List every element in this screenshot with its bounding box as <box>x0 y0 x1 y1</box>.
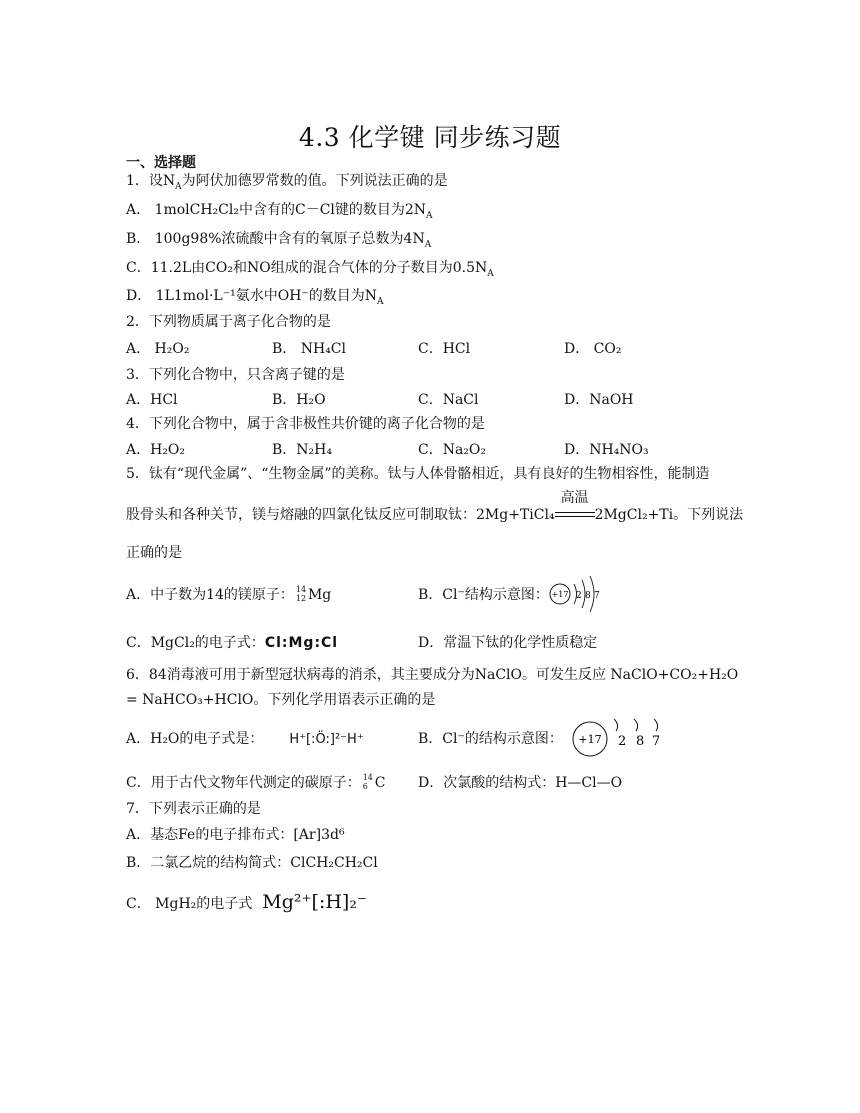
q1-stem: 1．设$N_A$为阿伏加德罗常数的值。下列说法正确的是 <box>126 173 448 192</box>
shell-1-count: 2 <box>618 734 627 749</box>
q7-stem: 7．下列表示正确的是 <box>126 801 261 817</box>
q4-option-a: A．H₂O₂ <box>126 442 186 458</box>
q3-option-c: C．NaCl <box>418 392 479 408</box>
q2-option-a: A． H₂O₂ <box>126 341 190 357</box>
shell-3-count: 7 <box>652 734 661 749</box>
electron-formula-mgcl2: Cl:Mg:Cl <box>264 635 339 651</box>
q1-option-d: D． 1L1mol·L⁻¹氨水中OH⁻的数目为$N_A$ <box>126 288 384 307</box>
isotope-notation: 14 6 <box>362 773 373 791</box>
q6-stem-line1: 6．84消毒液可用于新型冠状病毒的消杀，其主要成分为NaClO。可发生反应 NaClO+CO₂+H₂O <box>126 667 739 683</box>
q6-option-a: A．H₂O的电子式是： H⁺[:Ö:]²⁻H⁺ <box>126 731 364 747</box>
shell-3-count: 7 <box>594 591 600 601</box>
cl-ion-structure-diagram-large <box>570 715 662 763</box>
q7-option-c: C． MgH₂的电子式 Mg²⁺[:H]₂⁻ <box>126 891 367 913</box>
q5-option-a: A．中子数为14的镁原子： 14 12 Mg <box>126 585 332 603</box>
q7-option-a: A．基态Fe的电子排布式：[Ar]3d⁶ <box>126 827 345 843</box>
electron-formula-mgh2: Mg²⁺[:H]₂⁻ <box>262 891 367 913</box>
q1-option-a: A． 1molCH₂Cl₂中含有的C－Cl键的数目为$2N_A$ <box>126 202 433 221</box>
q3-stem: 3．下列化合物中，只含离子键的是 <box>126 367 345 383</box>
q1-option-b: B． 100g98%浓硫酸中含有的氧原子总数为$4N_A$ <box>126 231 432 250</box>
q5-stem-line3: 正确的是 <box>126 545 182 561</box>
q4-option-d: D．NH₄NO₃ <box>564 442 649 458</box>
q6-option-c: C．用于古代文物年代测定的碳原子： 14 6 C <box>126 773 386 791</box>
q6-option-b: B．Cl⁻的结构示意图： <box>418 731 563 747</box>
isotope-notation: 14 12 <box>295 585 307 603</box>
q2-option-d: D． CO₂ <box>564 341 622 357</box>
section-heading: 一、选择题 <box>126 155 196 171</box>
q3-option-b: B．H₂O <box>272 392 326 408</box>
shell-2-count: 8 <box>636 734 645 749</box>
q5-stem-line2: 股骨头和各种关节，镁与熔融的四氯化钛反应可制取钛：2Mg+TiCl₄ 高温 2MgCl₂+Ti。下列说法 <box>126 490 744 523</box>
q7-option-b: B．二氯乙烷的结构简式：ClCH₂CH₂Cl <box>126 855 378 871</box>
electron-formula-h2o: H⁺[:Ö:]²⁻H⁺ <box>289 732 364 747</box>
q2-option-b: B． NH₄Cl <box>272 341 346 357</box>
shell-1-count: 2 <box>576 591 582 601</box>
q5-option-d: D．常温下钛的化学性质稳定 <box>418 635 598 651</box>
q1-option-c: C．11.2L由CO₂和NO组成的混合气体的分子数目为$0.5N_A$ <box>126 260 494 279</box>
q5-option-c: C．MgCl₂的电子式：Cl:Mg:Cl <box>126 635 339 651</box>
q4-option-c: C．Na₂O₂ <box>418 442 487 458</box>
q5-option-b: B．Cl⁻结构示意图： <box>418 587 549 603</box>
q5-stem-line1: 5．钛有“现代金属”、“生物金属”的美称。钛与人体骨骼相近，具有良好的生物相容性，能制造 <box>126 466 710 482</box>
q6-option-d: D．次氯酸的结构式：H—Cl—O <box>418 775 623 791</box>
q3-option-d: D．NaOH <box>564 392 634 408</box>
shell-2-count: 8 <box>585 591 591 601</box>
page-title: 4.3 化学键 同步练习题 <box>298 123 562 152</box>
q2-stem: 2．下列物质属于离子化合物的是 <box>126 314 331 330</box>
q2-option-c: C．HCl <box>418 341 471 357</box>
q6-stem-line2: = NaHCO₃+HClO。下列化学用语表示正确的是 <box>126 692 436 708</box>
nucleus-label: +17 <box>551 590 569 599</box>
cl-ion-structure-diagram-small <box>548 572 604 616</box>
reaction-condition: 高温 <box>555 505 595 525</box>
q4-stem: 4．下列化合物中，属于含非极性共价键的离子化合物的是 <box>126 416 485 432</box>
q3-option-a: A．HCl <box>126 392 178 408</box>
q4-option-b: B．N₂H₄ <box>272 442 332 458</box>
nucleus-label: +17 <box>578 733 602 746</box>
